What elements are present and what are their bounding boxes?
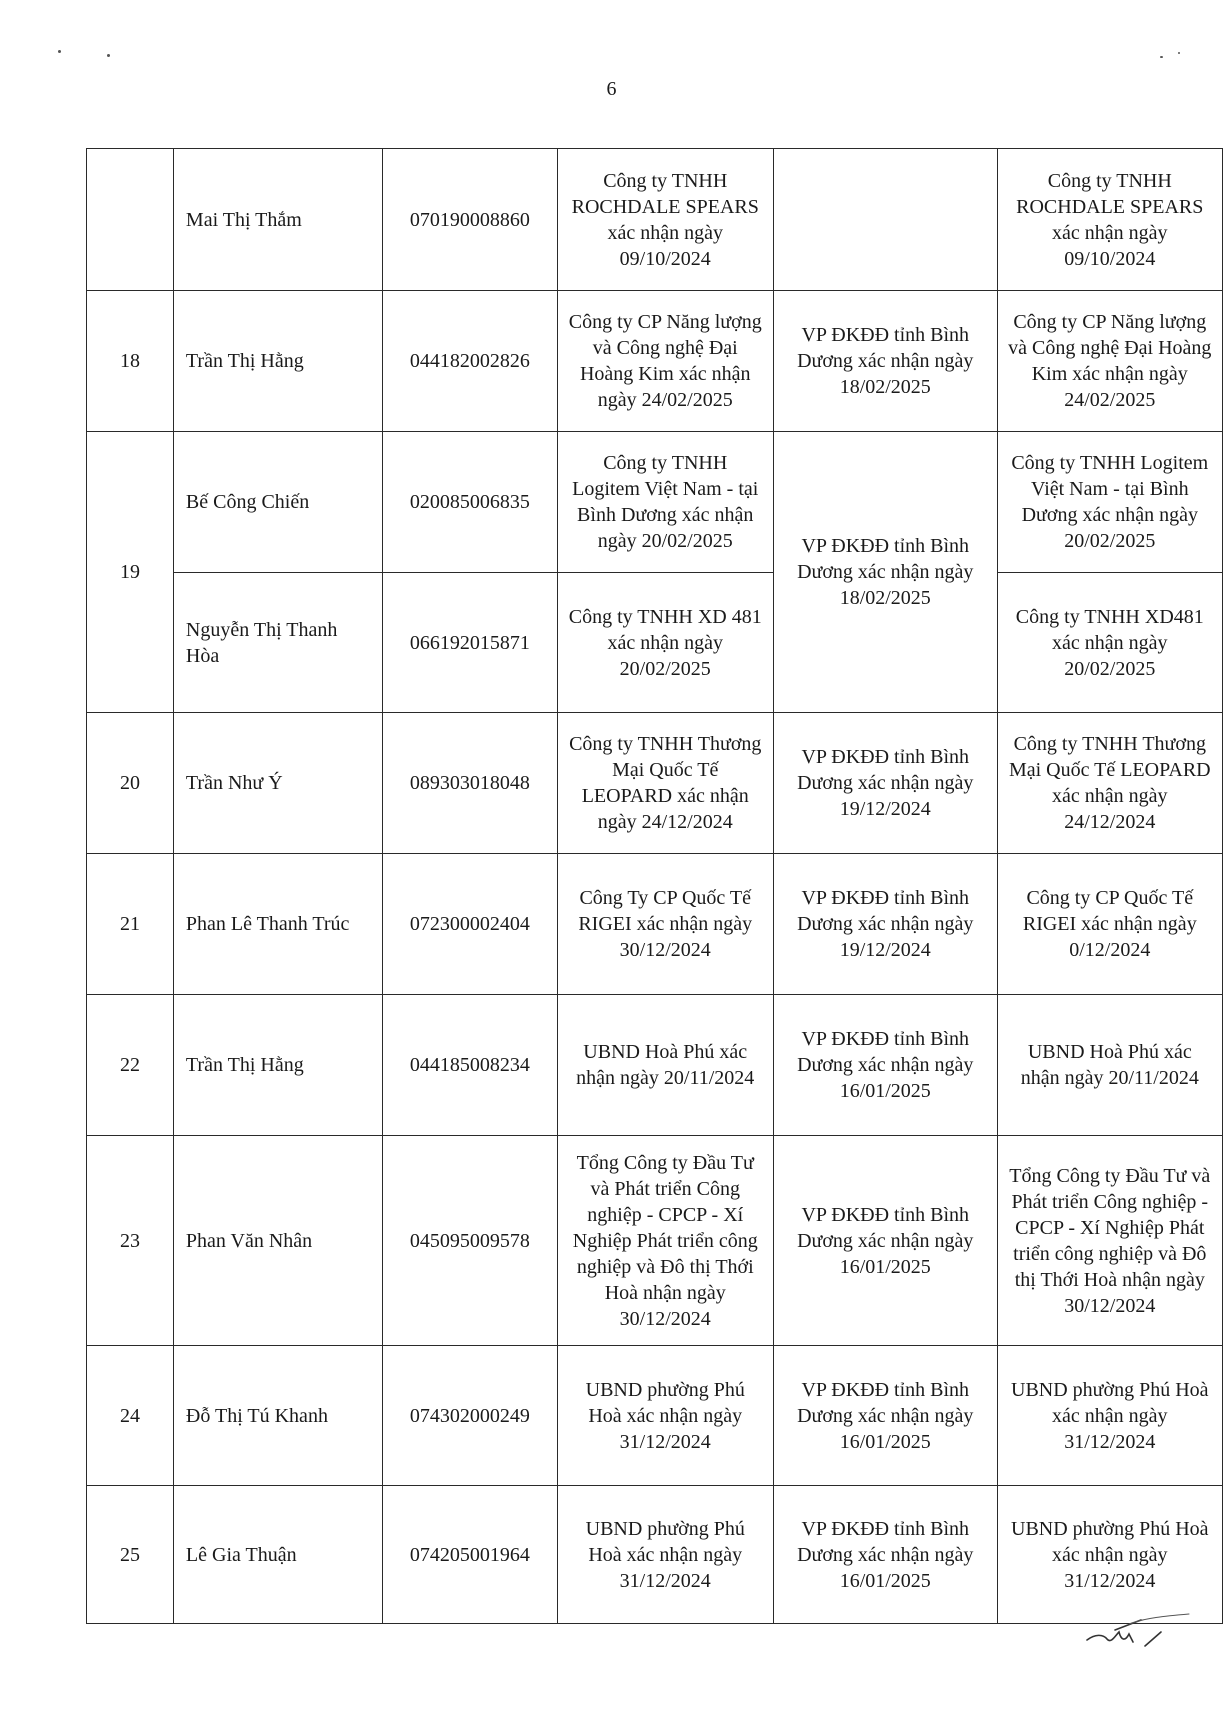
table-row [87, 573, 1223, 713]
land-office-confirmation: VP ĐKĐĐ tỉnh Bình Dương xác nhận ngày 18/02/2025 [773, 291, 997, 432]
handwritten-initials [1085, 1612, 1195, 1652]
row-number: 23 [87, 1136, 174, 1346]
org-confirmation: Công ty TNHH Logitem Việt Nam - tại Bình Dương xác nhận ngày 20/02/2025 [557, 432, 773, 573]
land-office-confirmation [773, 149, 997, 291]
person-name: Nguyễn Thị Thanh Hòa [173, 573, 382, 713]
person-name: Trần Thị Hằng [173, 291, 382, 432]
land-office-confirmation: VP ĐKĐĐ tỉnh Bình Dương xác nhận ngày 18/02/2025 [773, 432, 997, 713]
id-number: 045095009578 [383, 1136, 557, 1346]
table-row [87, 432, 1223, 573]
land-office-confirmation: VP ĐKĐĐ tỉnh Bình Dương xác nhận ngày 16/01/2025 [773, 1346, 997, 1486]
table-row [87, 291, 1223, 432]
row-number: 22 [87, 995, 174, 1136]
final-confirmation: Công ty TNHH Logitem Việt Nam - tại Bình Dương xác nhận ngày 20/02/2025 [997, 432, 1222, 573]
scan-speck [107, 54, 110, 57]
table-row [87, 149, 1223, 291]
id-number: 020085006835 [383, 432, 557, 573]
person-name: Trần Như Ý [173, 713, 382, 854]
row-number: 19 [87, 432, 174, 713]
id-number: 044182002826 [383, 291, 557, 432]
scan-speck [58, 50, 61, 53]
person-name: Lê Gia Thuận [173, 1486, 382, 1624]
person-name: Bế Công Chiến [173, 432, 382, 573]
row-number: 21 [87, 854, 174, 995]
row-number [87, 149, 174, 291]
land-office-confirmation: VP ĐKĐĐ tỉnh Bình Dương xác nhận ngày 16/01/2025 [773, 1486, 997, 1624]
table-row [87, 995, 1223, 1136]
land-office-confirmation: VP ĐKĐĐ tỉnh Bình Dương xác nhận ngày 16/01/2025 [773, 1136, 997, 1346]
org-confirmation: UBND phường Phú Hoà xác nhận ngày 31/12/2024 [557, 1486, 773, 1624]
final-confirmation: UBND phường Phú Hoà xác nhận ngày 31/12/2024 [997, 1486, 1222, 1624]
row-number: 24 [87, 1346, 174, 1486]
id-number: 072300002404 [383, 854, 557, 995]
org-confirmation: Công ty TNHH ROCHDALE SPEARS xác nhận ngày 09/10/2024 [557, 149, 773, 291]
person-name: Phan Lê Thanh Trúc [173, 854, 382, 995]
final-confirmation: UBND Hoà Phú xác nhận ngày 20/11/2024 [997, 995, 1222, 1136]
id-number: 074205001964 [383, 1486, 557, 1624]
final-confirmation: Công ty CP Quốc Tế RIGEI xác nhận ngày 0/12/2024 [997, 854, 1222, 995]
id-number: 089303018048 [383, 713, 557, 854]
org-confirmation: Công ty TNHH Thương Mại Quốc Tế LEOPARD xác nhận ngày 24/12/2024 [557, 713, 773, 854]
final-confirmation: Công ty TNHH Thương Mại Quốc Tế LEOPARD xác nhận ngày 24/12/2024 [997, 713, 1222, 854]
id-number: 070190008860 [383, 149, 557, 291]
org-confirmation: Công ty TNHH XD 481 xác nhận ngày 20/02/2025 [557, 573, 773, 713]
id-number: 066192015871 [383, 573, 557, 713]
land-office-confirmation: VP ĐKĐĐ tỉnh Bình Dương xác nhận ngày 19/12/2024 [773, 713, 997, 854]
id-number: 074302000249 [383, 1346, 557, 1486]
household-table [86, 148, 1223, 1624]
org-confirmation: UBND Hoà Phú xác nhận ngày 20/11/2024 [557, 995, 773, 1136]
final-confirmation: Tổng Công ty Đầu Tư và Phát triển Công nghiệp - CPCP - Xí Nghiệp Phát triển công nghiệp và Đô thị Thới Hoà nhận ngày 30/12/2024 [997, 1136, 1222, 1346]
scan-speck [1178, 52, 1180, 54]
scan-speck [1160, 56, 1163, 58]
land-office-confirmation: VP ĐKĐĐ tỉnh Bình Dương xác nhận ngày 16/01/2025 [773, 995, 997, 1136]
person-name: Phan Văn Nhân [173, 1136, 382, 1346]
org-confirmation: Tổng Công ty Đầu Tư và Phát triển Công nghiệp - CPCP - Xí Nghiệp Phát triển công nghiệp và Đô thị Thới Hoà nhận ngày 30/12/2024 [557, 1136, 773, 1346]
person-name: Đỗ Thị Tú Khanh [173, 1346, 382, 1486]
table-row [87, 1346, 1223, 1486]
org-confirmation: Công Ty CP Quốc Tế RIGEI xác nhận ngày 30/12/2024 [557, 854, 773, 995]
table-row [87, 1486, 1223, 1624]
final-confirmation: Công ty CP Năng lượng và Công nghệ Đại Hoàng Kim xác nhận ngày 24/02/2025 [997, 291, 1222, 432]
table-row [87, 1136, 1223, 1346]
final-confirmation: Công ty TNHH XD481 xác nhận ngày 20/02/2025 [997, 573, 1222, 713]
row-number: 25 [87, 1486, 174, 1624]
page-number: 6 [606, 78, 617, 100]
land-office-confirmation: VP ĐKĐĐ tỉnh Bình Dương xác nhận ngày 19/12/2024 [773, 854, 997, 995]
person-name: Mai Thị Thắm [173, 149, 382, 291]
id-number: 044185008234 [383, 995, 557, 1136]
table-row [87, 854, 1223, 995]
row-number: 20 [87, 713, 174, 854]
final-confirmation: Công ty TNHH ROCHDALE SPEARS xác nhận ngày 09/10/2024 [997, 149, 1222, 291]
org-confirmation: Công ty CP Năng lượng và Công nghệ Đại Hoàng Kim xác nhận ngày 24/02/2025 [557, 291, 773, 432]
org-confirmation: UBND phường Phú Hoà xác nhận ngày 31/12/2024 [557, 1346, 773, 1486]
final-confirmation: UBND phường Phú Hoà xác nhận ngày 31/12/2024 [997, 1346, 1222, 1486]
row-number: 18 [87, 291, 174, 432]
person-name: Trần Thị Hằng [173, 995, 382, 1136]
table-row [87, 713, 1223, 854]
